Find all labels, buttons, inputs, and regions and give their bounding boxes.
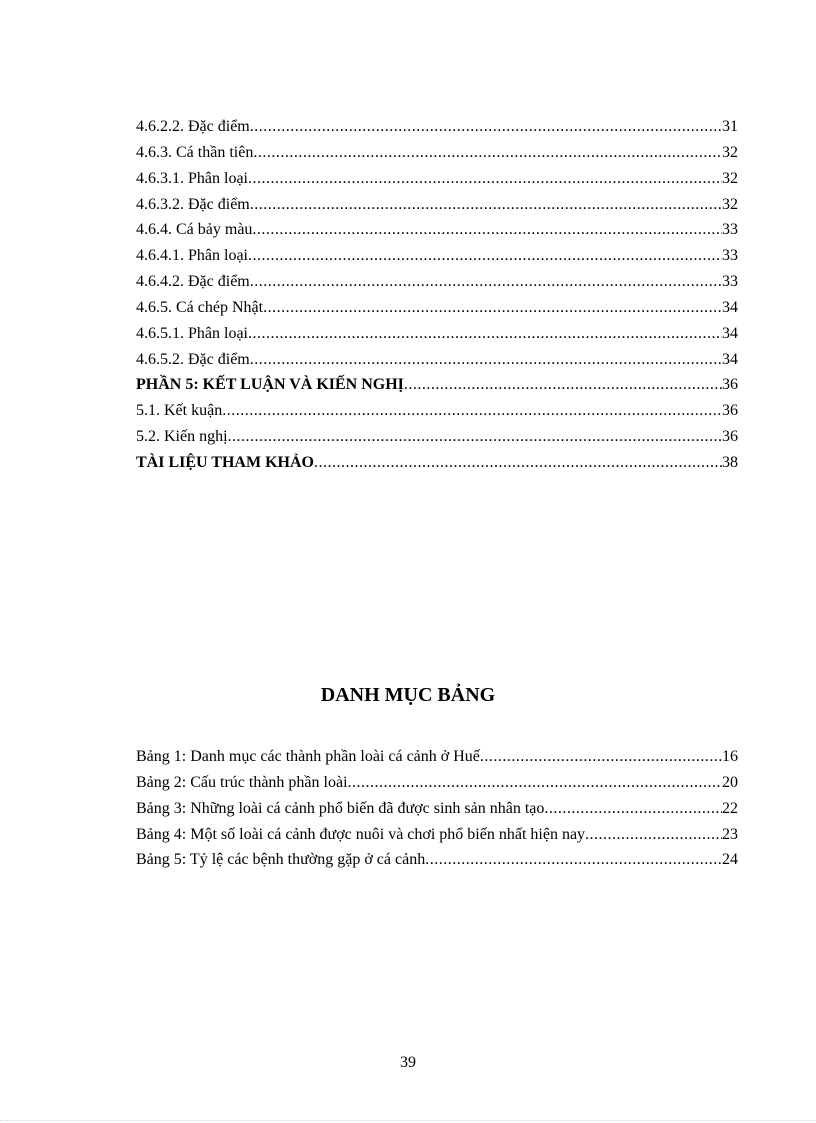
table-entry-label: Bảng 1: Danh mục các thành phần loài cá cảnh ở Huế bbox=[136, 748, 480, 765]
toc-entry-label: 4.6.5.1. Phân loại bbox=[136, 324, 248, 342]
dot-leader bbox=[263, 295, 722, 321]
dot-leader bbox=[404, 372, 722, 398]
toc-entry-label: 5.2. Kiến nghị bbox=[136, 428, 228, 446]
toc-entry-page: 36 bbox=[722, 376, 738, 394]
toc-entry-page: 36 bbox=[722, 402, 738, 420]
dot-leader bbox=[253, 140, 722, 166]
toc-entry-references bbox=[136, 450, 738, 476]
toc-entry bbox=[136, 321, 738, 347]
dot-leader bbox=[228, 424, 722, 450]
toc-entry bbox=[136, 166, 738, 192]
dot-leader bbox=[252, 217, 722, 243]
dot-leader bbox=[248, 166, 722, 192]
table-list-entry bbox=[136, 847, 738, 873]
table-entry-label: Bảng 2: Cấu trúc thành phần loài bbox=[136, 773, 348, 791]
toc-entry bbox=[136, 398, 738, 424]
table-entry-page: 22 bbox=[722, 799, 738, 817]
toc-entry-page: 32 bbox=[722, 195, 738, 213]
toc-entry-label: 4.6.3.1. Phân loại bbox=[136, 169, 248, 187]
dot-leader bbox=[250, 192, 722, 218]
table-of-contents bbox=[136, 114, 738, 476]
toc-entry-page: 36 bbox=[722, 428, 738, 446]
toc-entry-label: 4.6.4. Cá bảy màu bbox=[136, 221, 253, 239]
toc-entry bbox=[136, 424, 738, 450]
dot-leader bbox=[248, 321, 722, 347]
toc-entry-label: 5.1. Kết kuận bbox=[136, 402, 223, 420]
table-entry-page: 16 bbox=[722, 748, 738, 765]
toc-entry bbox=[136, 243, 738, 269]
toc-entry bbox=[136, 217, 738, 243]
dot-leader bbox=[544, 796, 722, 822]
toc-entry bbox=[136, 295, 738, 321]
dot-leader bbox=[425, 847, 722, 873]
dot-leader bbox=[250, 269, 722, 295]
toc-entry-page: 33 bbox=[722, 247, 738, 265]
toc-entry-label: 4.6.5. Cá chép Nhật bbox=[136, 298, 264, 316]
list-of-tables bbox=[136, 744, 738, 873]
table-entry-label: Bảng 5: Tỷ lệ các bệnh thường gặp ở cá cảnh bbox=[136, 851, 426, 869]
table-list-entry bbox=[136, 770, 738, 796]
dot-leader bbox=[250, 347, 722, 373]
table-entry-page: 23 bbox=[722, 825, 738, 843]
page-number: 39 bbox=[400, 1054, 416, 1071]
dot-leader bbox=[585, 822, 722, 848]
table-entry-label: Bảng 4: Một số loài cá cảnh được nuôi và chơi phổ biến nhất hiện nay bbox=[136, 825, 586, 843]
toc-entry bbox=[136, 347, 738, 373]
table-entry-page: 24 bbox=[722, 851, 738, 869]
toc-entry-page: 33 bbox=[722, 221, 738, 239]
toc-entry-page: 34 bbox=[722, 298, 738, 316]
toc-entry-label: 4.6.5.2. Đặc điểm bbox=[136, 350, 250, 368]
toc-entry-part-heading bbox=[136, 372, 738, 398]
table-entry-label: Bảng 3: Những loài cá cảnh phổ biến đã được sinh sản nhân tạo bbox=[136, 799, 545, 817]
toc-entry bbox=[136, 269, 738, 295]
dot-leader bbox=[348, 770, 722, 796]
dot-leader bbox=[222, 398, 722, 424]
toc-entry-page: 34 bbox=[722, 350, 738, 368]
toc-entry-label: PHẦN 5: KẾT LUẬN VÀ KIẾN NGHỊ bbox=[136, 376, 404, 394]
toc-entry bbox=[136, 192, 738, 218]
toc-entry-page: 32 bbox=[722, 143, 738, 161]
toc-entry-label: 4.6.2.2. Đặc điểm bbox=[136, 118, 250, 135]
table-list-entry bbox=[136, 822, 738, 848]
page-bottom-divider bbox=[0, 1120, 816, 1121]
dot-leader bbox=[480, 744, 722, 770]
dot-leader bbox=[250, 114, 722, 140]
dot-leader bbox=[314, 450, 722, 476]
toc-entry-label: 4.6.4.1. Phân loại bbox=[136, 247, 248, 265]
table-list-entry bbox=[136, 796, 738, 822]
toc-entry-label: TÀI LIỆU THAM KHẢO bbox=[136, 453, 314, 471]
table-list-entry bbox=[136, 744, 738, 770]
table-entry-page: 20 bbox=[722, 773, 738, 791]
toc-entry-page: 38 bbox=[722, 453, 738, 471]
toc-entry bbox=[136, 140, 738, 166]
toc-entry-label: 4.6.3.2. Đặc điểm bbox=[136, 195, 250, 213]
toc-entry bbox=[136, 114, 738, 140]
toc-entry-page: 31 bbox=[722, 118, 738, 135]
toc-entry-label: 4.6.4.2. Đặc điểm bbox=[136, 273, 250, 291]
dot-leader bbox=[248, 243, 722, 269]
section-heading: DANH MỤC BẢNG bbox=[320, 684, 496, 706]
toc-entry-page: 34 bbox=[722, 324, 738, 342]
toc-entry-label: 4.6.3. Cá thần tiên bbox=[136, 143, 254, 161]
toc-entry-page: 33 bbox=[722, 273, 738, 291]
toc-entry-page: 32 bbox=[722, 169, 738, 187]
